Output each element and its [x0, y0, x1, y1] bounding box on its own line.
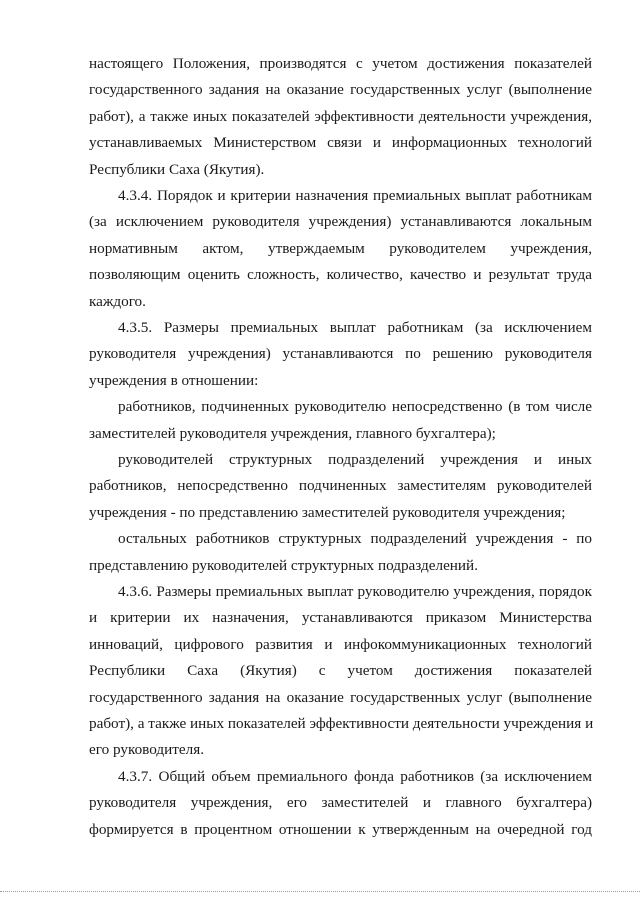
text-line: государственного задания на оказание государственных услуг (выполнение [89, 689, 592, 706]
paragraph-first-line: 4.3.5. Размеры премиальных выплат работникам (за исключением [118, 319, 592, 336]
paragraph-first-line: 4.3.6. Размеры премиальных выплат руководителю учреждения, порядок [118, 583, 592, 600]
text-line: Республики Саха (Якутия). [89, 161, 265, 178]
text-line: формируется в процентном отношении к утвержденным на очередной год [89, 821, 592, 838]
paragraph-first-line: 4.3.7. Общий объем премиального фонда работников (за исключением [118, 768, 592, 785]
text-line: учреждения в отношении: [89, 372, 259, 389]
text-line: его руководителя. [89, 741, 204, 758]
text-line: (за исключением руководителя учреждения) устанавливаются локальным [89, 213, 592, 230]
text-line: работ), а также иных показателей эффективности деятельности учреждения, [89, 108, 592, 125]
text-line: устанавливаемых Министерством связи и информационных технологий [89, 134, 592, 151]
text-line: и критерии их назначения, устанавливаются приказом Министерства [89, 609, 592, 626]
paragraph-first-line: работников, подчиненных руководителю непосредственно (в том числе [118, 398, 592, 415]
text-line: Республики Саха (Якутия) с учетом достижения показателей [89, 662, 592, 679]
text-line: инноваций, цифрового развития и инфокоммуникационных технологий [89, 636, 592, 653]
text-line: настоящего Положения, производятся с учетом достижения показателей [89, 55, 592, 72]
paragraph-first-line: остальных работников структурных подразделений учреждения - по [118, 530, 592, 547]
text-line: каждого. [89, 293, 146, 310]
text-line: работ), а также иных показателей эффективности деятельности учреждения и [89, 715, 594, 732]
text-line: руководителя учреждения) устанавливаются по решению руководителя [89, 345, 592, 362]
text-line: руководителя учреждения, его заместителей и главного бухгалтера) [89, 794, 592, 811]
text-line: позволяющим оценить сложность, количество, качество и результат труда [89, 266, 592, 283]
paragraph-first-line: 4.3.4. Порядок и критерии назначения премиальных выплат работникам [118, 187, 592, 204]
text-line: учреждения - по представлению заместителей руководителя учреждения; [89, 504, 566, 521]
scan-edge-divider [0, 891, 640, 892]
text-line: заместителей руководителя учреждения, главного бухгалтера); [89, 425, 496, 442]
text-line: работников, непосредственно подчиненных заместителям руководителей [89, 477, 592, 494]
text-line: представлению руководителей структурных подразделений. [89, 557, 478, 574]
text-line: государственного задания на оказание государственных услуг (выполнение [89, 81, 592, 98]
paragraph-first-line: руководителей структурных подразделений учреждения и иных [118, 451, 592, 468]
text-line: нормативным актом, утверждаемым руководителем учреждения, [89, 240, 592, 257]
